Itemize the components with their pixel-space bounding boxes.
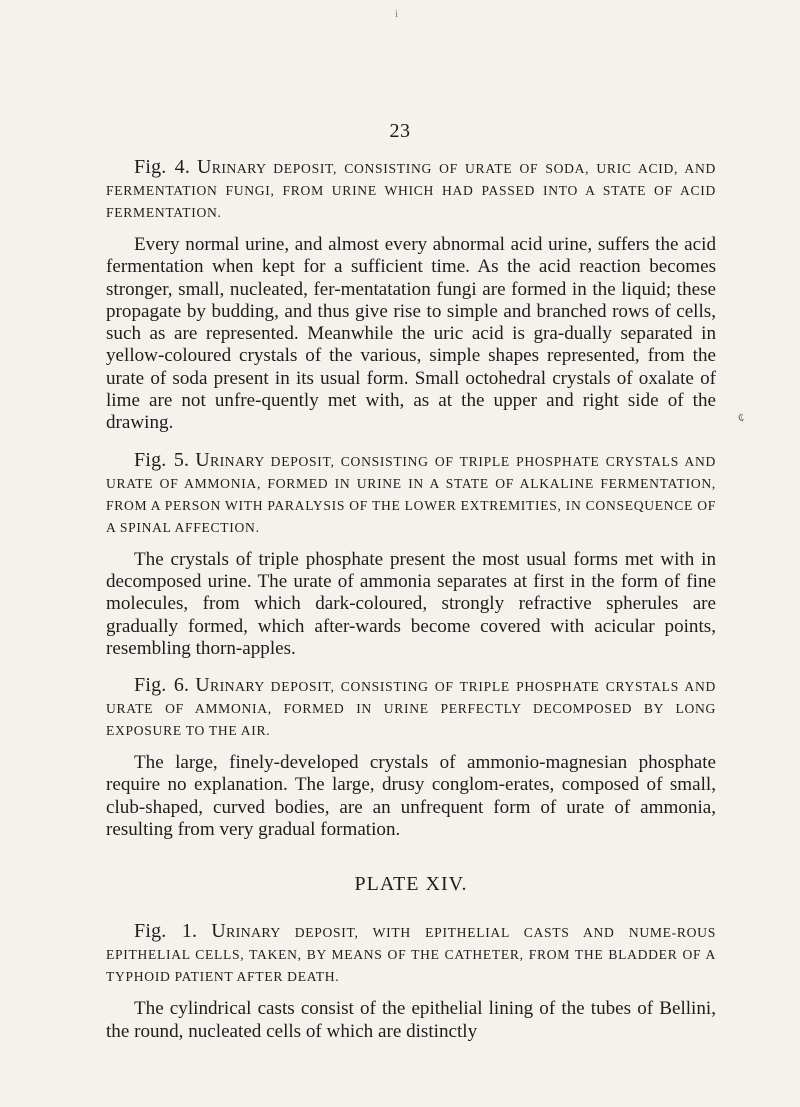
heading-lead: Urinary	[195, 674, 265, 697]
heading-text: DEPOSIT, CONSISTING OF TRIPLE PHOSPHATE CRYSTALS AND URATE OF AMMONIA, FORMED IN URINE PERFECTLY DECOMPOSED BY LONG EXPOSURE TO THE AIR.	[106, 679, 716, 739]
figure-label: Fig. 5.	[134, 448, 190, 471]
figure-heading-5	[106, 449, 716, 539]
heading-lead: Urinary	[211, 920, 281, 943]
figure-label: Fig. 1.	[134, 920, 198, 943]
heading-lead: Urinary	[196, 156, 267, 178]
paragraph-fig-6: The large, finely-developed crystals of ammonio-magnesian phosphate require no explanation. The large, drusy conglom-erates, composed of small, club-shaped, curved bodies, are an unfrequent form of urate of ammonia, resulting from very gradual formation.	[106, 752, 716, 841]
heading-text: DEPOSIT, CONSISTING OF TRIPLE PHOSPHATE CRYSTALS AND URATE OF AMMONIA, FORMED IN URINE IN A STATE OF ALKALINE FERMENTATION, FROM A PERSON WITH PARALYSIS OF THE LOWER EXTREMITIES, IN CONSEQUENCE OF A SPINAL AFFECTION.	[106, 453, 716, 535]
figure-label: Fig. 6.	[134, 674, 190, 697]
plate-title: PLATE XIV.	[354, 873, 468, 896]
corner-mark: i	[395, 8, 399, 20]
heading-text: DEPOSIT, WITH EPITHELIAL CASTS AND NUME-ROUS EPITHELIAL CELLS, TAKEN, BY MEANS OF THE CATHETER, FROM THE BLADDER OF A TYPHOID PATIENT AFTER DEATH.	[106, 925, 716, 985]
page-number: 23	[389, 120, 411, 142]
heading-text: DEPOSIT, CONSISTING OF URATE OF SODA, URIC ACID, AND FERMENTATION FUNGI, FROM URINE WHICH HAD PASSED INTO A STATE OF ACID FERMENTATION.	[106, 161, 716, 220]
paragraph-fig-1: The cylindrical casts consist of the epithelial lining of the tubes of Bellini, the round, nucleated cells of which are distinctly	[106, 998, 716, 1042]
figure-heading-1	[106, 920, 716, 988]
text-column	[106, 156, 716, 1057]
paragraph-fig-4: Every normal urine, and almost every abnormal acid urine, suffers the acid fermentation when kept for a sufficient time. As the acid reaction becomes stronger, small, nucleated, fer-mentatation fungi are formed in the liquid; these propagate by budding, and thus give rise to simple and branched rows of cells, such as are represented. Meanwhile the uric acid is gra-dually separated in yellow-coloured crystals of the various, simple shapes represented, from the urate of soda present in its usual form. Small octohedral crystals of oxalate of lime are not unfre-quently met with, as at the upper and right side of the drawing.	[106, 234, 716, 434]
paragraph-fig-5: The crystals of triple phosphate present the most usual forms met with in decomposed urine. The urate of ammonia separates at first in the form of fine molecules, from which dark-coloured, strongly refractive spherules are gradually formed, which after-wards become covered with acicular points, resembling thorn-apples.	[106, 548, 716, 659]
figure-heading-6	[106, 674, 716, 742]
heading-lead: Urinary	[195, 448, 265, 471]
margin-mark: ¢	[735, 409, 747, 426]
figure-heading-4	[106, 156, 716, 224]
figure-label: Fig. 4.	[134, 156, 191, 178]
